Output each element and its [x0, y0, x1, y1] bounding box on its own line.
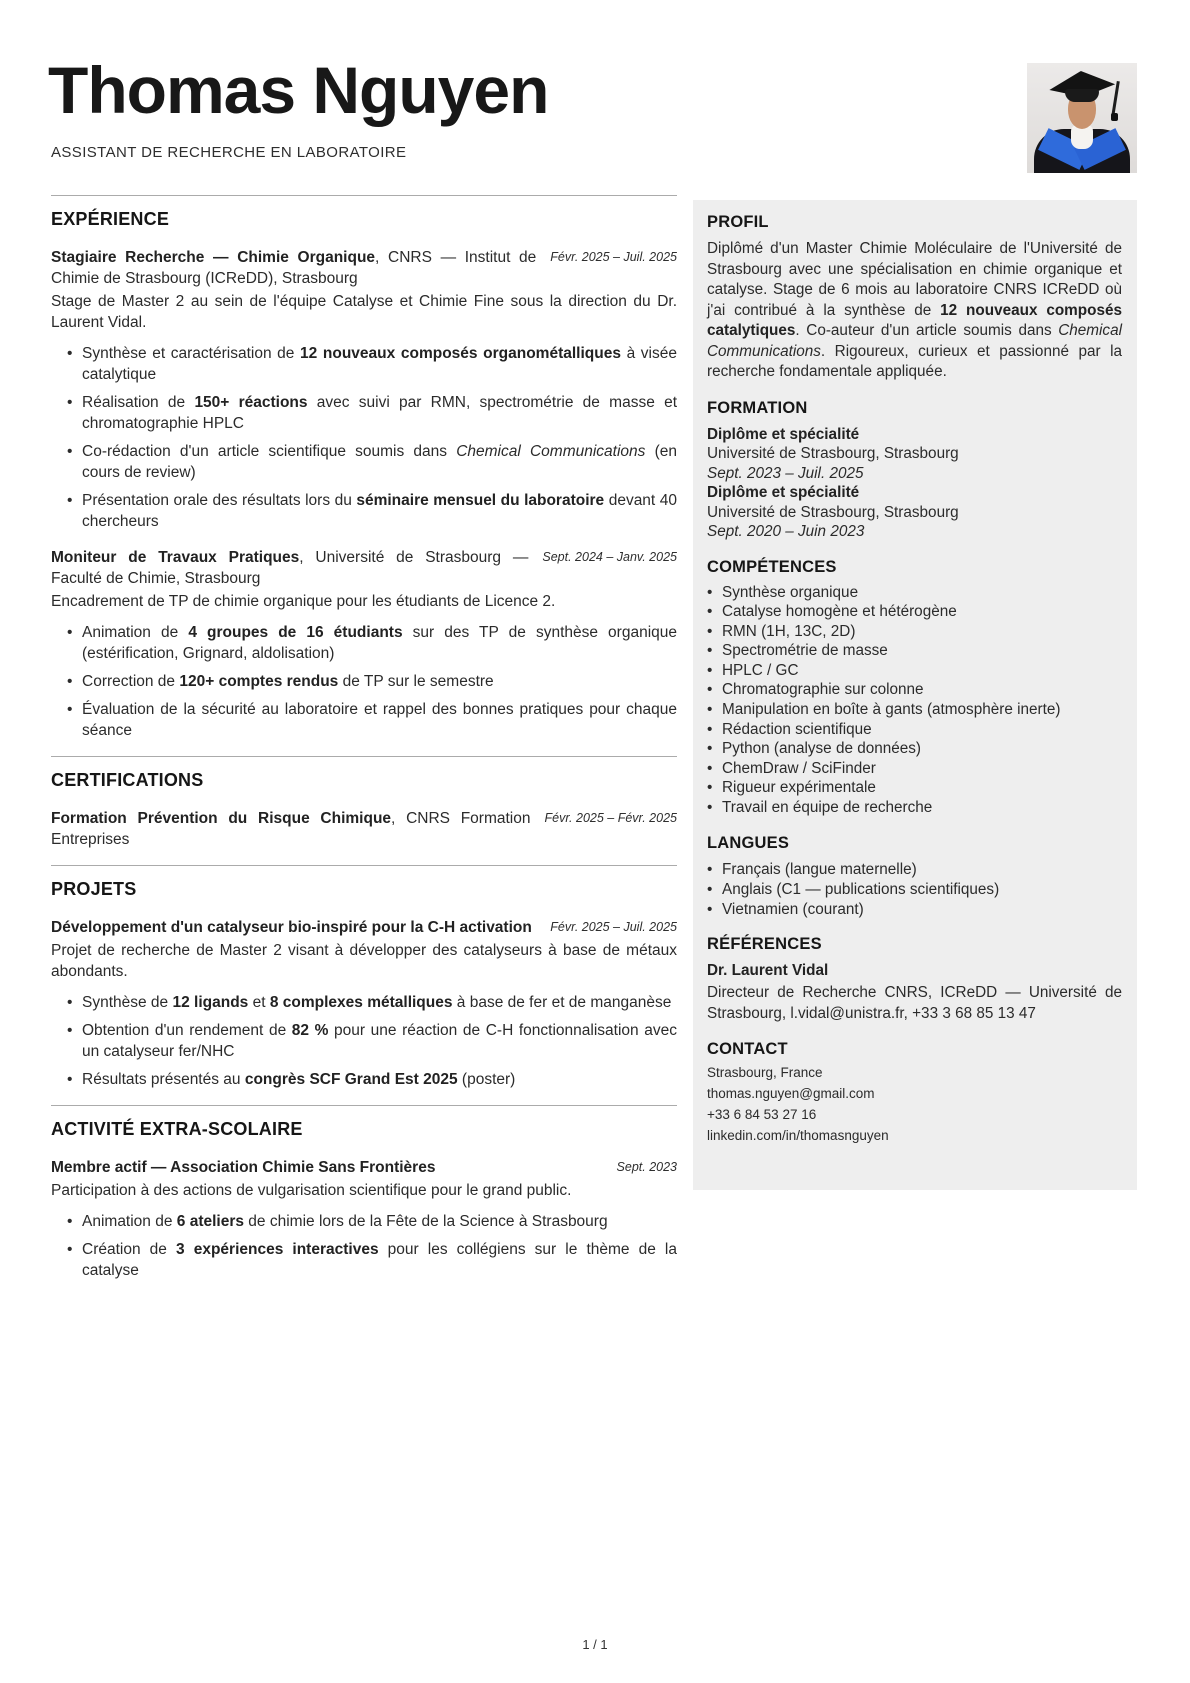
entry	[51, 917, 677, 1090]
profile-photo	[1027, 63, 1137, 173]
text-run: . Rigoureux, curieux et passionné par la recherche fondamentale appliquée.	[707, 342, 1122, 380]
text-run: Présentation orale des résultats lors du	[82, 492, 357, 509]
text-run: devant 40 chercheurs	[82, 492, 677, 530]
text-run: 12 nouveaux composés catalytiques	[707, 301, 1122, 339]
reference-details: Directeur de Recherche CNRS, ICReDD — Université de Strasbourg, l.vidal@unistra.fr, +33 3 68 85 13 47	[707, 984, 1122, 1022]
formation-entry	[707, 483, 1122, 542]
section-divider	[51, 865, 677, 866]
section-divider	[51, 756, 677, 757]
profil-text	[707, 239, 1122, 383]
entry-date: Févr. 2025 – Juil. 2025	[550, 250, 677, 264]
text-run: Correction de	[82, 673, 180, 690]
entry-title-bold: Développement d'un catalyseur bio-inspiré pour la C-H activation	[51, 919, 532, 936]
section-heading: RÉFÉRENCES	[707, 935, 822, 954]
formation-date: Sept. 2020 – Juin 2023	[707, 523, 865, 540]
bullet-item	[51, 1069, 677, 1090]
entry-date: Sept. 2023	[616, 1160, 677, 1174]
contact-line: +33 6 84 53 27 16	[707, 1107, 817, 1123]
entry-description: Participation à des actions de vulgarisation scientifique pour le grand public.	[51, 1182, 572, 1199]
langues-section	[707, 834, 1122, 920]
entry-date: Févr. 2025 – Juil. 2025	[550, 920, 677, 934]
formation-section	[707, 399, 1122, 542]
language-list	[707, 860, 1122, 920]
skill-item: • Travail en équipe de recherche	[707, 799, 1122, 818]
section-heading: PROFIL	[707, 213, 769, 231]
entry-title-bold: Formation Prévention du Risque Chimique	[51, 810, 392, 827]
contact-line: Strasbourg, France	[707, 1065, 823, 1081]
bullet-list	[51, 992, 677, 1090]
entry-date: Févr. 2025 – Févr. 2025	[544, 811, 677, 825]
text-run: pour les collégiens sur le thème de la catalyse	[82, 1241, 677, 1279]
text-run: pour une réaction de C-H fonctionnalisation avec un catalyseur fer/NHC	[82, 1022, 677, 1060]
text-run: Résultats présentés au	[82, 1071, 245, 1088]
entry-title	[51, 1157, 677, 1178]
skill-item: • Chromatographie sur colonne	[707, 681, 1122, 700]
entry-title	[51, 917, 677, 938]
text-run: Diplômé d'un Master Chimie Moléculaire de l'Université de Strasbourg avec une spécialisation en chimie organique et catalyse. Stage de 6 mois au laboratoire CNRS ICReDD où j'ai contribué à la synthèse de	[707, 240, 1122, 319]
degree-name: Diplôme et spécialité	[707, 425, 860, 443]
entry-title-bold: Moniteur de Travaux Pratiques	[51, 549, 300, 566]
entry-title-bold: Membre actif — Association Chimie Sans Frontières	[51, 1159, 436, 1176]
language-item: • Anglais (C1 — publications scientifiques)	[707, 880, 1122, 899]
text-run: à base de fer et de manganèse	[452, 994, 672, 1011]
skill-item: • Manipulation en boîte à gants (atmosphère inerte)	[707, 701, 1122, 720]
bullet-item	[51, 1020, 677, 1062]
entry	[51, 547, 677, 741]
profil-section	[707, 213, 1122, 383]
section-divider	[51, 1105, 677, 1106]
bullet-item	[51, 699, 677, 741]
language-item: • Français (langue maternelle)	[707, 860, 1122, 879]
section-heading: COMPÉTENCES	[707, 557, 837, 576]
text-run: sur des TP de synthèse organique (estérification, Grignard, aldolisation)	[82, 624, 678, 662]
entry	[51, 1157, 677, 1281]
entry-date: Sept. 2024 – Janv. 2025	[542, 550, 677, 564]
text-run: Chemical Communications	[707, 322, 1122, 360]
bullet-item	[51, 490, 677, 532]
school-name: Université de Strasbourg, Strasbourg	[707, 445, 959, 462]
text-run: séminaire mensuel du laboratoire	[356, 492, 605, 509]
entry-description: Encadrement de TP de chimie organique pour les étudiants de Licence 2.	[51, 593, 556, 610]
formation-entry	[707, 425, 1122, 484]
entry-title	[51, 247, 677, 289]
person-role: ASSISTANT DE RECHERCHE EN LABORATOIRE	[51, 144, 407, 161]
bullet-item	[51, 992, 677, 1013]
skill-item: • HPLC / GC	[707, 662, 1122, 681]
text-run: et	[248, 994, 270, 1011]
skill-item: • Rédaction scientifique	[707, 721, 1122, 740]
bullet-item	[51, 392, 677, 434]
bullet-item	[51, 671, 677, 692]
competences-section	[707, 558, 1122, 818]
text-run: Co-rédaction d'un article scientifique soumis dans	[82, 443, 457, 460]
text-run: . Co-auteur d'un article soumis dans	[795, 322, 1059, 339]
formation-date: Sept. 2023 – Juil. 2025	[707, 464, 864, 482]
bullet-item	[51, 1211, 677, 1232]
bullet-item	[51, 441, 677, 483]
skill-item: • Python (analyse de données)	[707, 740, 1122, 759]
person-name: Thomas Nguyen	[48, 53, 549, 127]
resume-section	[51, 865, 677, 1090]
section-heading: ACTIVITÉ EXTRA-SCOLAIRE	[51, 1119, 303, 1139]
text-run: Synthèse et caractérisation de	[82, 345, 301, 362]
main-column	[51, 185, 677, 1296]
section-heading: PROJETS	[51, 879, 137, 899]
section-heading: EXPÉRIENCE	[51, 209, 170, 229]
bullet-item	[51, 343, 677, 385]
entry	[51, 808, 677, 850]
text-run: congrès SCF Grand Est 2025	[244, 1071, 458, 1088]
skill-item: • RMN (1H, 13C, 2D)	[707, 623, 1122, 642]
text-run: Obtention d'un rendement de	[82, 1022, 292, 1039]
skill-item: • Synthèse organique	[707, 584, 1122, 603]
entry	[51, 247, 677, 532]
text-run: Réalisation de	[82, 394, 195, 411]
page-indicator: 1 / 1	[582, 1637, 608, 1652]
text-run: Évaluation de la sécurité au laboratoire et rappel des bonnes pratiques pour chaque séance	[82, 701, 677, 739]
text-run: Création de	[82, 1241, 176, 1258]
text-run: Synthèse de	[82, 994, 173, 1011]
bullet-list	[51, 1211, 677, 1281]
text-run: 4 groupes de 16 étudiants	[188, 624, 403, 641]
contact-line: thomas.nguyen@gmail.com	[707, 1086, 875, 1102]
language-item: • Vietnamien (courant)	[707, 900, 1122, 919]
text-run: 12 ligands	[172, 994, 249, 1011]
contact-line: linkedin.com/in/thomasnguyen	[707, 1128, 889, 1144]
tassel-knot	[1111, 113, 1118, 121]
entry-title-rest: , CNRS — Institut de Chimie de Strasbourg (ICReDD), Strasbourg	[51, 249, 537, 287]
skill-item: • Catalyse homogène et hétérogène	[707, 603, 1122, 622]
text-run: de chimie lors de la Fête de la Science à Strasbourg	[244, 1213, 608, 1230]
entry-title	[51, 547, 677, 589]
bullet-list	[51, 343, 677, 532]
text-run: avec suivi par RMN, spectrométrie de masse et chromatographie HPLC	[82, 394, 678, 432]
text-run: de TP sur le semestre	[338, 673, 494, 690]
text-run: 3 expériences interactives	[176, 1241, 379, 1258]
text-run: Animation de	[82, 1213, 177, 1230]
degree-name: Diplôme et spécialité	[707, 484, 860, 501]
bullet-item	[51, 1239, 677, 1281]
section-heading: FORMATION	[707, 398, 808, 417]
section-divider	[51, 195, 677, 196]
entry-description: Projet de recherche de Master 2 visant à développer des catalyseurs à base de métaux abondants.	[51, 942, 677, 980]
skill-item: • Spectrométrie de masse	[707, 642, 1122, 661]
text-run: 150+ réactions	[194, 394, 308, 411]
section-heading: LANGUES	[707, 833, 790, 852]
text-run: 6 ateliers	[176, 1213, 244, 1230]
bullet-list	[51, 622, 677, 741]
skill-item: • ChemDraw / SciFinder	[707, 760, 1122, 779]
text-run: 82 %	[291, 1022, 329, 1039]
reference-name: Dr. Laurent Vidal	[707, 962, 829, 980]
bullet-item	[51, 622, 677, 664]
contact-section	[707, 1040, 1122, 1144]
entry-title-bold: Stagiaire Recherche — Chimie Organique	[51, 249, 376, 266]
graduation-cap-band	[1065, 89, 1099, 102]
section-heading: CONTACT	[707, 1040, 788, 1059]
tassel	[1111, 81, 1120, 117]
text-run: Chemical Communications	[456, 443, 646, 460]
entry-title-rest: , Université de Strasbourg — Faculté de Chimie, Strasbourg	[51, 549, 529, 587]
text-run: (en cours de review)	[82, 443, 677, 481]
entry-title	[51, 808, 677, 850]
text-run: 120+ comptes rendus	[179, 673, 339, 690]
resume-section	[51, 195, 677, 741]
entry-title-rest: , CNRS Formation Entreprises	[51, 810, 531, 848]
text-run: 12 nouveaux composés organométalliques	[300, 345, 621, 362]
school-name: Université de Strasbourg, Strasbourg	[707, 503, 959, 521]
text-run: 8 complexes métalliques	[269, 994, 453, 1011]
text-run: (poster)	[457, 1071, 516, 1088]
skill-item: • Rigueur expérimentale	[707, 779, 1122, 798]
text-run: Animation de	[82, 624, 189, 641]
sidebar	[693, 200, 1137, 1190]
section-heading: CERTIFICATIONS	[51, 770, 204, 790]
skill-list	[707, 584, 1122, 818]
resume-section	[51, 756, 677, 850]
text-run: à visée catalytique	[82, 345, 677, 383]
entry-description: Stage de Master 2 au sein de l'équipe Catalyse et Chimie Fine sous la direction du Dr. Laurent Vidal.	[51, 293, 677, 331]
references-section	[707, 935, 1122, 1024]
resume-section	[51, 1105, 677, 1281]
